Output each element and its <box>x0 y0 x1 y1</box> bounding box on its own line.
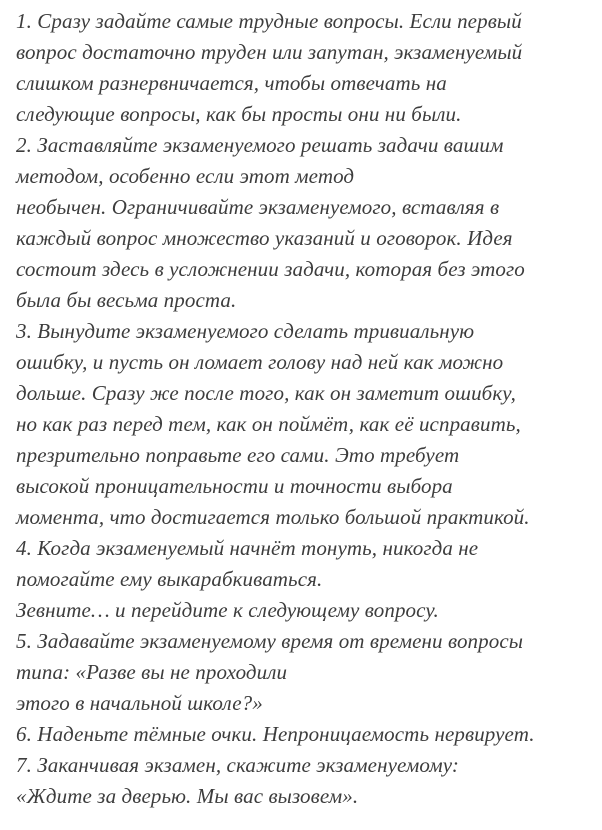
text-line: методом, особенно если этот метод <box>16 164 355 188</box>
text-line: этого в начальной школе?» <box>16 691 263 715</box>
text-line: следующие вопросы, как бы просты они ни были. <box>16 102 462 126</box>
text-line: 1. Сразу задайте самые трудные вопросы. Если первый <box>16 9 522 33</box>
text-line: 2. Заставляйте экзаменуемого решать задачи вашим <box>16 133 504 157</box>
text-line: презрительно поправьте его сами. Это требует <box>16 443 460 467</box>
text-line: необычен. Ограничивайте экзаменуемого, вставляя в <box>16 195 500 219</box>
text-line: «Ждите за дверью. Мы вас вызовем». <box>16 784 359 808</box>
text-line: 5. Задавайте экзаменуемому время от времени вопросы <box>16 629 524 653</box>
text-line: 6. Наденьте тёмные очки. Непроницаемость нервирует. <box>16 722 535 746</box>
text-line: каждый вопрос множество указаний и оговорок. Идея <box>16 226 513 250</box>
text-line: 4. Когда экзаменуемый начнёт тонуть, никогда не <box>16 536 479 560</box>
text-line: слишком разнервничается, чтобы отвечать на <box>16 71 447 95</box>
text-line: но как раз перед тем, как он поймёт, как её исправить, <box>16 412 521 436</box>
text-line: Зевните… и перейдите к следующему вопросу. <box>16 598 439 622</box>
text-line: 3. Вынудите экзаменуемого сделать тривиальную <box>16 319 475 343</box>
text-line: состоит здесь в усложнении задачи, которая без этого <box>16 257 525 281</box>
text-line: типа: «Разве вы не проходили <box>16 660 288 684</box>
text-line: 7. Заканчивая экзамен, скажите экзаменуемому: <box>16 753 459 777</box>
text-line: была бы весьма проста. <box>16 288 237 312</box>
text-line: помогайте ему выкарабкиваться. <box>16 567 323 591</box>
text-line: вопрос достаточно труден или запутан, экзаменуемый <box>16 40 523 64</box>
text-line: высокой проницательности и точности выбора <box>16 474 453 498</box>
text-line: ошибку, и пусть он ломает голову над ней как можно <box>16 350 504 374</box>
text-line: момента, что достигается только большой практикой. <box>16 505 530 529</box>
text-line: дольше. Сразу же после того, как он заметит ошибку, <box>16 381 516 405</box>
